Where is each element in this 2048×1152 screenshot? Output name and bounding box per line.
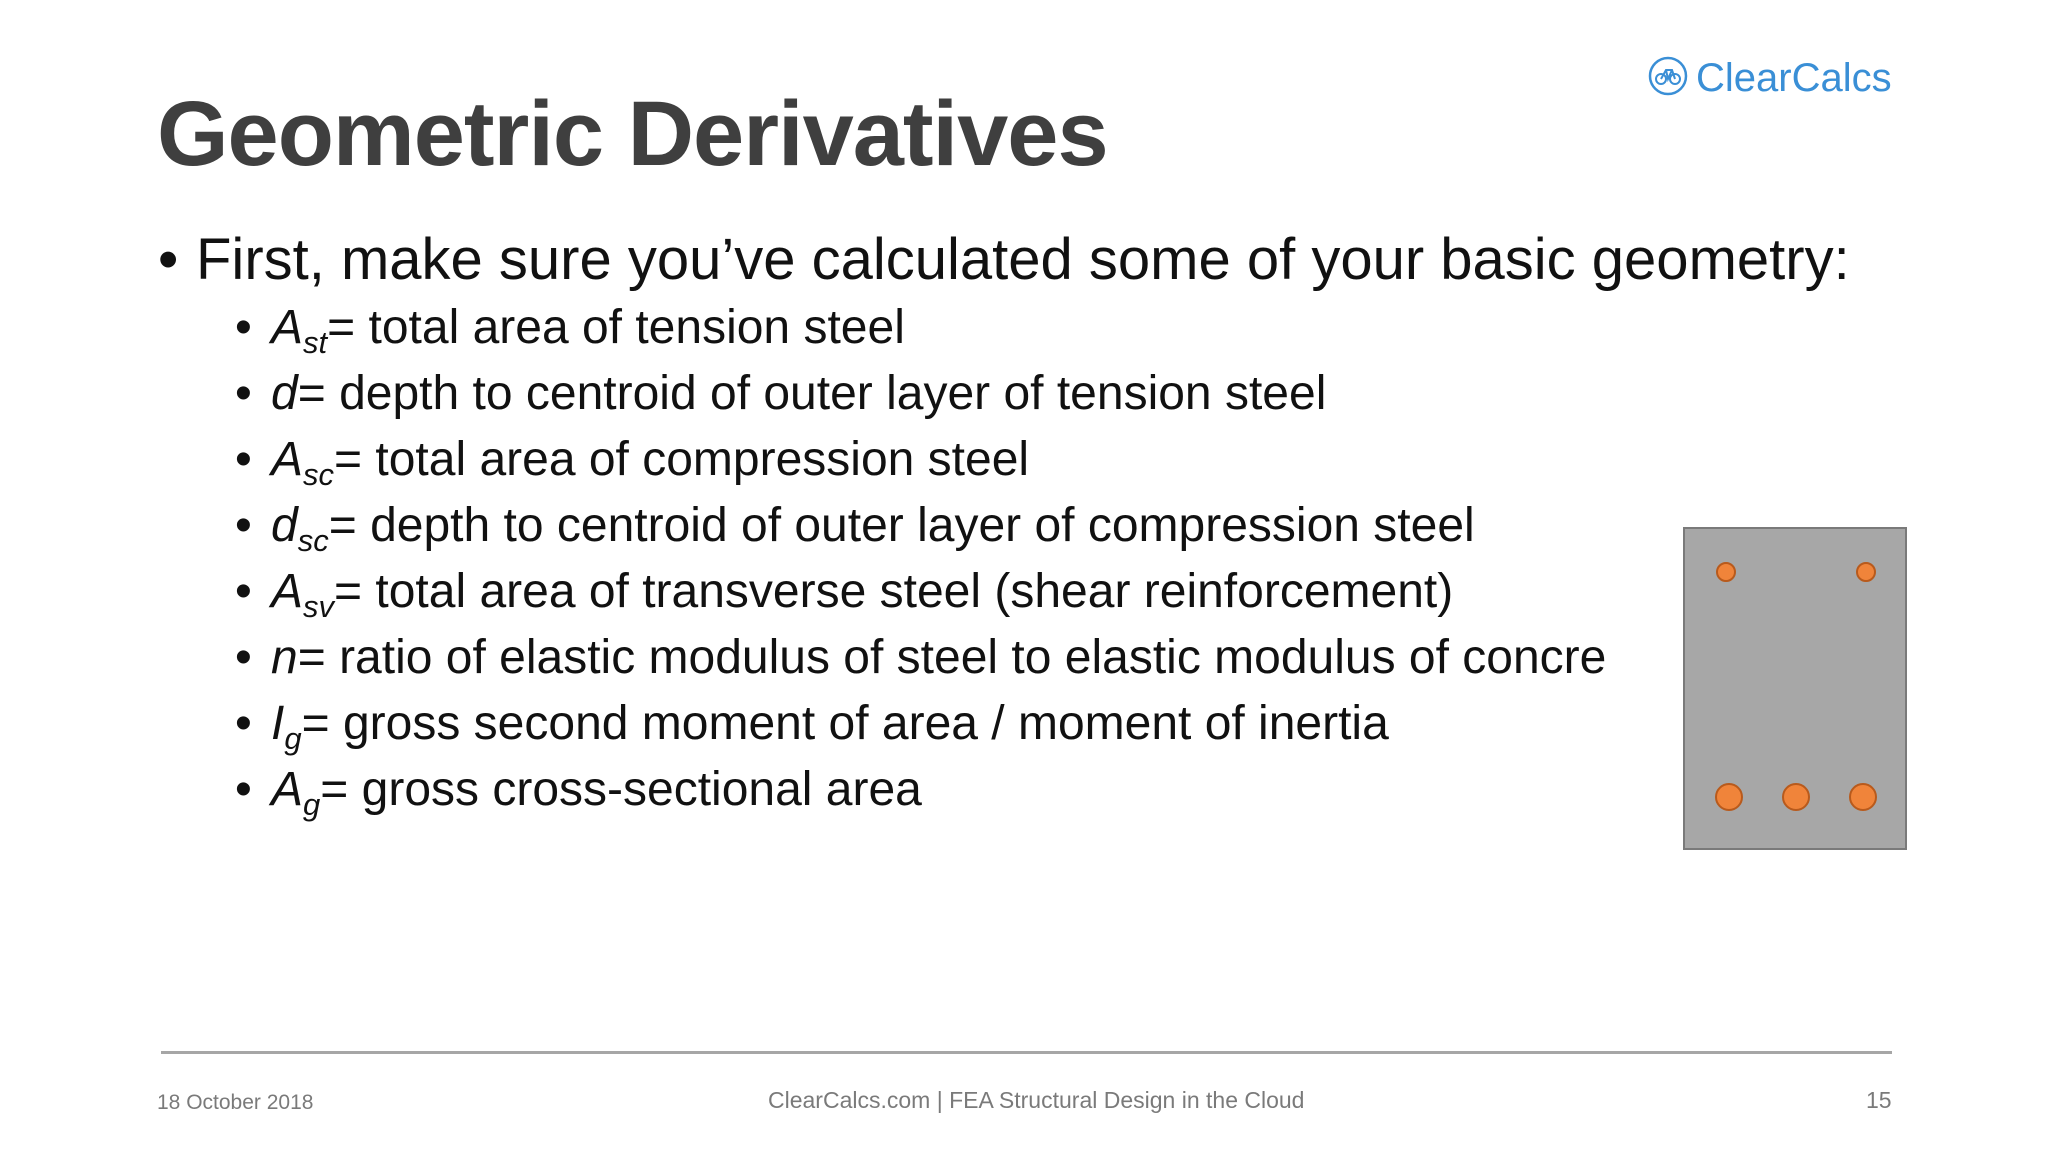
brand-logo [1648, 56, 1892, 101]
bullet-dot: • [158, 227, 179, 292]
main-bullet-text: First, make sure you’ve calculated some of your basic geometry: [196, 227, 1850, 292]
list-item: • d = depth to centroid of outer layer of tension steel [235, 367, 1327, 420]
bottom-rebar [1849, 783, 1877, 811]
main-bullet [158, 226, 1850, 293]
footer-center: ClearCalcs.com | FEA Structural Design in the Cloud [768, 1087, 1305, 1113]
bicycle-icon [1648, 56, 1688, 101]
list-item: • $A_{sc}$ = total area of compression steel [235, 433, 1030, 492]
brand-name: ClearCalcs [1696, 56, 1892, 100]
list-item: • $A_{sv}$ = total area of transverse steel (shear reinforcement) [235, 565, 1454, 624]
bottom-rebar [1715, 783, 1743, 811]
top-rebar [1716, 562, 1736, 582]
list-item: • $d_{sc}$ = depth to centroid of outer layer of compression steel [235, 499, 1475, 558]
list-item: • $A_g$ = gross cross-sectional area [235, 763, 922, 822]
list-item: • $I_g$ = gross second moment of area / moment of inertia [235, 697, 1389, 756]
page-number: 15 [1866, 1087, 1892, 1113]
slide-title: Geometric Derivatives [157, 83, 1108, 185]
footer-divider [161, 1051, 1892, 1054]
footer-date: 18 October 2018 [157, 1091, 314, 1114]
geometry-list [235, 300, 1606, 828]
beam-cross-section [1683, 527, 1907, 850]
list-item: • $A_{st}$ = total area of tension steel [235, 301, 905, 360]
bottom-rebar [1782, 783, 1810, 811]
top-rebar [1856, 562, 1876, 582]
list-item: • n = ratio of elastic modulus of steel to elastic modulus of concre [235, 631, 1607, 684]
